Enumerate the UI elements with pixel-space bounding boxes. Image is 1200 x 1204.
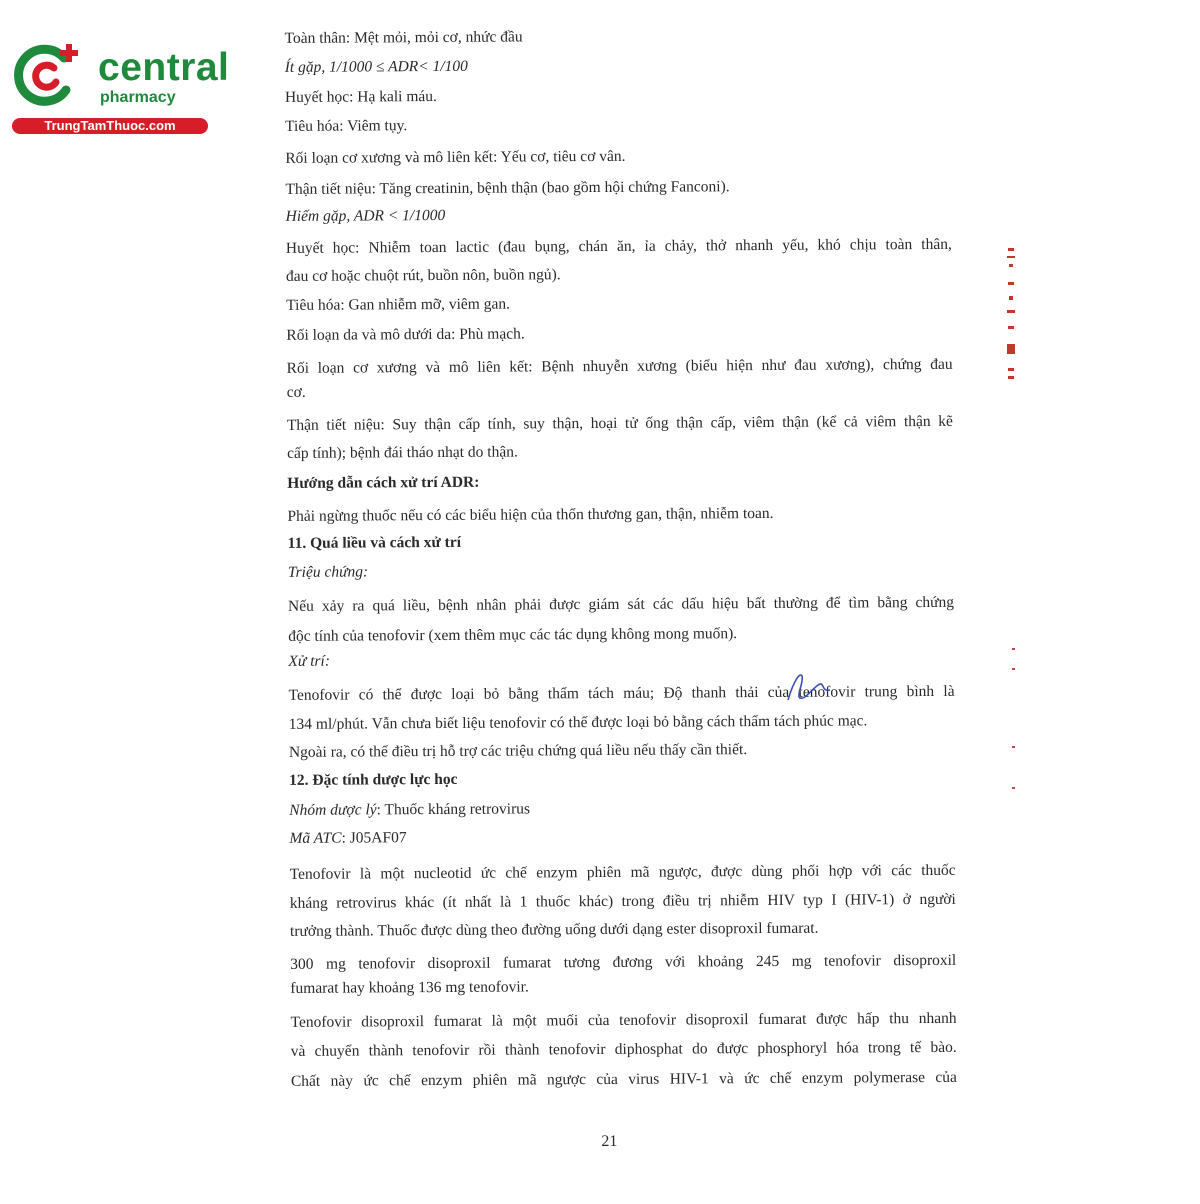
text-line: đau cơ hoặc chuột rút, buồn nôn, buồn ngủ).: [285, 266, 561, 285]
text-line: Nếu xảy ra quá liều, bệnh nhân phải được giám sát các dấu hiệu bất thường để tìm bằng chứng: [287, 593, 955, 615]
text-line: Tenofovir disoproxil fumarat là một muối của tenofovir disoproxil fumarat được hấp thu nhanh: [290, 1009, 957, 1031]
section-heading-12: 12. Đặc tính dược lực học: [289, 770, 458, 789]
margin-mark: [1012, 648, 1015, 650]
text-line: 134 ml/phút. Vẫn chưa biết liệu tenofovir có thể được loại bỏ bằng cách thẩm tách phúc mạc.: [288, 712, 868, 733]
frequency-heading: Hiếm gặp, ADR < 1/1000: [285, 206, 446, 225]
field-label: Mã ATC: [289, 829, 342, 847]
text-line: Chất này ức chế enzym phiên mã ngược của virus HIV-1 và ức chế enzym polymerase của: [290, 1068, 957, 1090]
text-line: Huyết học: Nhiễm toan lactic (đau bụng, chán ăn, ỉa chảy, thở nhanh yếu, khó chịu toàn thân,: [285, 235, 952, 257]
text-line: Phải ngừng thuốc nếu có các biểu hiện của thổn thương gan, thận, nhiễm toan.: [287, 504, 774, 525]
text-line: Tiêu hóa: Gan nhiễm mỡ, viêm gan.: [286, 295, 510, 314]
logo-brand-text: central: [98, 46, 230, 89]
text-line: Huyết học: Hạ kali máu.: [284, 87, 437, 106]
subsection-label: Xử trí:: [288, 652, 331, 670]
text-line: fumarat hay khoảng 136 mg tenofovir.: [290, 978, 529, 997]
logo-website-banner: TrungTamThuoc.com: [12, 118, 208, 134]
text-line: độc tính của tenofovir (xem thêm mục các tác dụng không mong muốn).: [288, 625, 738, 645]
text-line: [289, 825, 955, 849]
text-line: Rối loạn cơ xương và mô liên kết: Bệnh nhuyễn xương (biểu hiện như đau xương), chứng đau: [286, 355, 953, 377]
text-line: kháng retrovirus khác (ít nhất là 1 thuốc khác) trong điều trị nhiễm HIV typ I (HIV-1) ở người: [289, 890, 956, 912]
text-line: trưởng thành. Thuốc được dùng theo đường uống dưới dạng ester disoproxil fumarat.: [289, 919, 819, 940]
text-line: Toàn thân: Mệt mỏi, mỏi cơ, nhức đầu: [284, 28, 523, 47]
text-line: cơ.: [286, 383, 306, 401]
text-line: Thận tiết niệu: Tăng creatinin, bệnh thận (bao gồm hội chứng Fanconi).: [285, 178, 730, 198]
margin-mark: [1012, 668, 1015, 670]
handwritten-signature-mark: [780, 670, 836, 706]
text-line: Thận tiết niệu: Suy thận cấp tính, suy thận, hoại tử ống thận cấp, viêm thận (kể cả viêm thận kẽ: [286, 412, 953, 434]
page-number: 21: [601, 1132, 618, 1151]
text-line: Ngoài ra, có thể điều trị hỗ trợ các triệu chứng quá liều nếu thấy cần thiết.: [288, 741, 748, 761]
text-line: và chuyển thành tenofovir rồi thành tenofovir diphosphat do được phosphoryl hóa trong tế bào.: [290, 1038, 957, 1060]
text-line: Tiêu hóa: Viêm tụy.: [285, 117, 408, 135]
text-line: Tenofovir là một nucleotid ức chế enzym phiên mã ngược, được dùng phối hợp với các thuốc: [289, 861, 956, 883]
text-line: [289, 797, 955, 821]
logo-sub-text: pharmacy: [100, 89, 176, 106]
field-value: : J05AF07: [341, 829, 407, 847]
frequency-heading: Ít gặp, 1/1000 ≤ ADR< 1/100: [284, 57, 468, 76]
red-stamp-mark: [1004, 248, 1018, 388]
text-line: Rối loạn da và mô dưới da: Phù mạch.: [286, 325, 525, 344]
text-line: 300 mg tenofovir disoproxil fumarat tương đương với khoảng 245 mg tenofovir disoproxil: [290, 951, 957, 973]
text-line: cấp tính); bệnh đái tháo nhạt do thận.: [287, 443, 518, 462]
field-label: Nhóm dược lý: [289, 801, 377, 819]
margin-mark: [1012, 746, 1015, 748]
subsection-label: Triệu chứng:: [287, 563, 369, 581]
text-line: Rối loạn cơ xương và mô liên kết: Yếu cơ, tiêu cơ vân.: [285, 147, 626, 167]
section-subheading: Hướng dẫn cách xử trí ADR:: [287, 473, 480, 492]
margin-mark: [1012, 787, 1015, 789]
section-heading-11: 11. Quá liều và cách xử trí: [287, 533, 462, 552]
text-line: Tenofovir có thể được loại bỏ bằng thẩm tách máu; Độ thanh thải của tenofovir trung bình là: [288, 682, 955, 704]
field-value: : Thuốc kháng retrovirus: [376, 800, 531, 819]
